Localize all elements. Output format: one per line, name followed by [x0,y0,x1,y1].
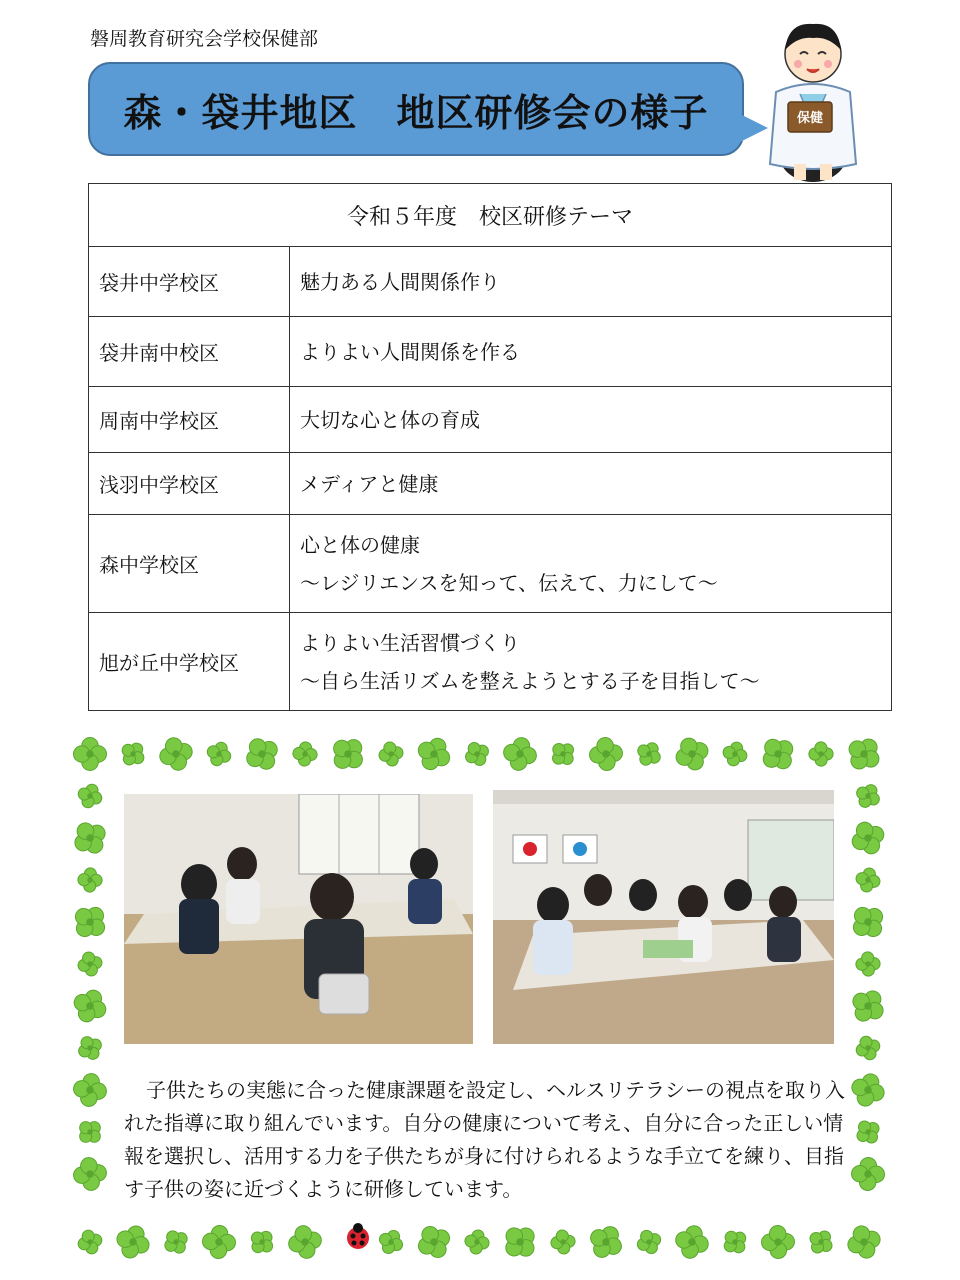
clover-icon [71,1155,108,1192]
clover-icon [546,737,580,771]
ladybug-icon [347,1223,369,1249]
clover-icon [588,736,624,772]
school-district: 森中学校区 [89,515,290,613]
clover-icon [841,731,887,777]
school-district: 旭が丘中学校区 [89,613,290,711]
theme-cell [290,317,892,387]
description-text: 子供たちの実態に合った健康課題を設定し、ヘルスリテラシーの視点を取り入れた指導に取り組んでいます。自分の健康について考え、自分に合った正しい情報を選択し、活用する力を子供たちが身に付けられるような手立てを練り、目指す子供の姿に近づくように研修しています。 [124,1078,845,1201]
clover-icon [851,1115,885,1149]
page-title: 森・袋井地区 地区研修会の様子 [123,90,709,135]
clover-icon [804,1225,838,1259]
clover-icon [851,1157,885,1191]
clover-icon [159,1225,192,1258]
clover-icon [71,1071,108,1108]
table-row [89,613,892,711]
clover-icon [74,738,107,771]
clover-icon [77,867,102,892]
clover-icon [375,1226,407,1258]
theme-text: 心と体の健康 [300,532,420,557]
school-district: 袋井中学校区 [89,247,290,317]
clover-icon [285,1222,324,1261]
clover-icon [501,735,539,773]
clover-icon [718,1225,752,1259]
clover-icon [461,738,494,771]
clover-icon [203,738,234,769]
theme-text: 大切な心と体の育成 [300,407,480,432]
theme-text: よりよい人間関係を作る [300,339,520,364]
clover-icon [845,899,890,945]
theme-cell [290,453,892,515]
clover-icon [761,1225,795,1259]
table-heading-row [89,184,892,247]
clover-icon [846,816,890,860]
clover-icon [412,732,456,776]
clover-icon [583,1219,628,1264]
clover-icon [852,780,885,813]
table-row [89,515,892,613]
clover-icon [292,741,318,767]
clover-icon [843,1221,885,1263]
theme-cell [290,613,892,711]
clover-icon [116,737,150,771]
clover-icon [633,1226,665,1258]
clover-icon [70,984,112,1028]
clover-icon [809,742,834,767]
clover-icon [671,733,714,776]
clover-icon [632,737,665,770]
clover-icon [156,734,197,775]
title-banner [88,62,744,156]
theme-cell [290,515,892,613]
clover-icon [75,1227,105,1257]
clover-icon [74,1032,107,1065]
clover-icon [112,1221,154,1263]
clover-icon [412,1220,457,1265]
clover-icon [497,1219,544,1266]
school-district: 袋井南中校区 [89,317,290,387]
table-heading: 令和５年度 校区研修テーマ [89,184,892,247]
clover-icon [239,731,284,776]
clover-icon [70,899,113,945]
training-photo-right [493,790,834,1044]
clover-icon [201,1224,236,1259]
clover-icon [853,1033,884,1064]
theme-text: メディアと健康 [300,471,439,496]
training-photo-left [124,794,473,1044]
clover-icon [855,951,880,976]
theme-cell [290,387,892,453]
theme-text: 魅力ある人間関係作り [300,269,500,294]
table-row [89,247,892,317]
school-district: 浅羽中学校区 [89,453,290,515]
clover-icon [672,1222,712,1262]
clover-icon [70,815,113,861]
theme-text: よりよい生活習慣づくり [300,630,520,655]
clover-icon [75,949,104,978]
table-row [89,453,892,515]
health-badge-text: 保健 [796,111,824,126]
clover-icon [845,983,890,1029]
school-district: 周南中学校区 [89,387,290,453]
theme-subtext: ～レジリエンスを知って、伝えて、力にして～ [300,570,718,595]
clover-icon [75,781,106,812]
themes-table [88,183,892,711]
clover-icon [325,731,372,778]
clover-icon [853,865,882,894]
clover-icon [720,739,750,769]
theme-subtext: ～自ら生活リズムを整えようとする子を目指して～ [300,668,760,693]
clover-icon [755,731,801,777]
clover-icon [73,1115,107,1149]
clover-icon [463,1228,491,1256]
theme-cell [290,247,892,317]
table-row [89,387,892,453]
clover-icon [550,1229,577,1256]
organization-label: 磐周教育研究会学校保健部 [90,28,319,50]
table-row [89,317,892,387]
clover-icon [245,1225,279,1259]
school-nurse-illustration [758,14,868,184]
clover-icon [377,740,405,768]
